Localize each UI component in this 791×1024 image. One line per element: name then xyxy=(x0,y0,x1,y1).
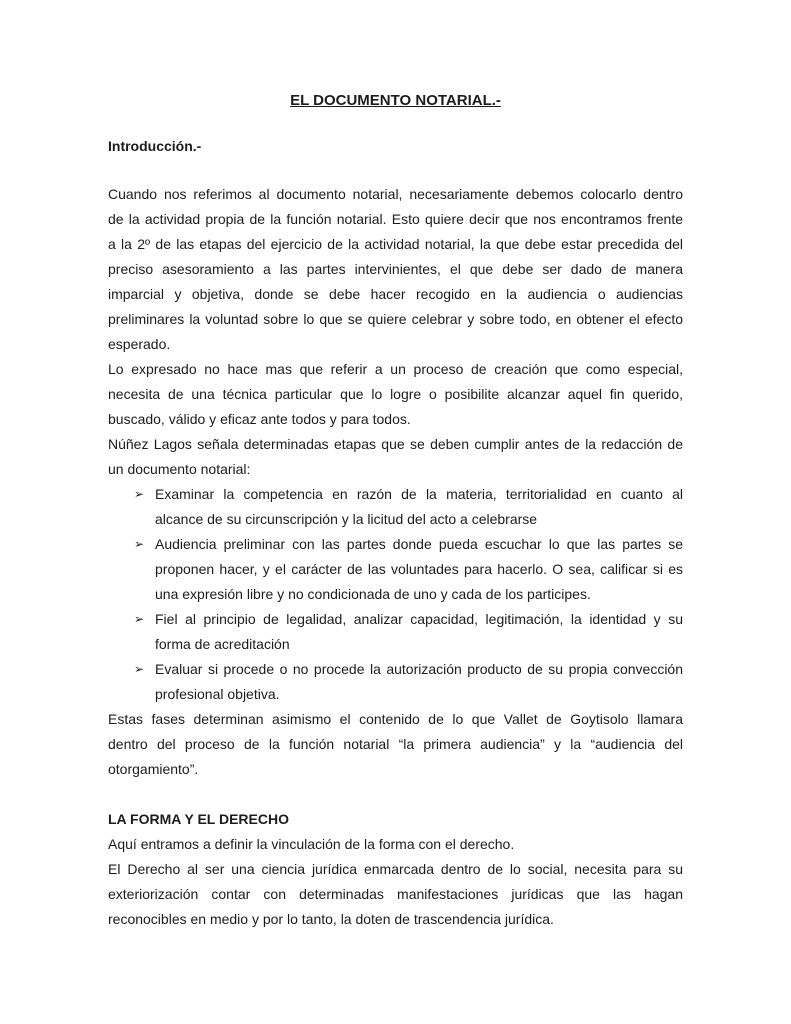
text-line: un documento notarial: xyxy=(108,461,251,477)
text-line: preciso asesoramiento a las partes intervinientes, el que debe ser dado de manera xyxy=(108,261,683,277)
text-line: esperado. xyxy=(108,336,171,352)
bullet-text xyxy=(155,607,683,657)
text-line: Núñez Lagos señala determinadas etapas que se deben cumplir antes de la redacción de xyxy=(108,436,683,452)
bullet-text xyxy=(155,657,683,707)
arrowhead-bullet-icon: ➢ xyxy=(134,662,145,676)
text-line: necesita de una técnica particular que lo logre o posibilite alcanzar aquel fin querido, xyxy=(108,386,683,402)
text-line: Aquí entramos a definir la vinculación de la forma con el derecho. xyxy=(108,836,515,852)
bullet-item-evaluar xyxy=(108,657,683,707)
text-line: forma de acreditación xyxy=(155,636,290,652)
section-heading-forma-derecho: LA FORMA Y EL DERECHO xyxy=(108,811,289,827)
paragraph-intro-3 xyxy=(108,432,683,482)
text-line: alcance de su circunscripción y la licitud del acto a celebrarse xyxy=(155,511,538,527)
bullet-list xyxy=(108,482,683,707)
paragraph-intro-2 xyxy=(108,357,683,432)
intro-heading: Introducción.- xyxy=(108,138,202,154)
text-line: una expresión libre y no condicionada de uno y cada de los participes. xyxy=(155,586,591,602)
paragraph-forma-1 xyxy=(108,832,683,857)
bullet-item-fiel xyxy=(108,607,683,657)
text-line: profesional objetiva. xyxy=(155,686,280,702)
document-title: EL DOCUMENTO NOTARIAL.- xyxy=(290,92,501,109)
text-line: a la 2º de las etapas del ejercicio de la actividad notarial, la que debe estar precedida del xyxy=(108,236,683,252)
text-line: exteriorización contar con determinadas manifestaciones jurídicas que las hagan xyxy=(108,886,683,902)
paragraph-forma-2 xyxy=(108,857,683,932)
bullet-text xyxy=(155,532,683,607)
text-line: buscado, válido y eficaz ante todos y para todos. xyxy=(108,411,411,427)
text-line: reconocibles en medio y por lo tanto, la doten de trascendencia jurídica. xyxy=(108,911,554,927)
paragraph-fases xyxy=(108,707,683,782)
text-line: imparcial y objetiva, donde se debe hacer recogido en la audiencia o audiencias xyxy=(108,286,683,302)
text-line: Audiencia preliminar con las partes donde pueda escuchar lo que las partes se xyxy=(155,536,683,552)
bullet-item-examinar xyxy=(108,482,683,532)
text-line: preliminares la voluntad sobre lo que se quiere celebrar y sobre todo, en obtener el efecto xyxy=(108,311,683,327)
bullet-item-audiencia xyxy=(108,532,683,607)
text-line: Lo expresado no hace mas que referir a un proceso de creación que como especial, xyxy=(108,361,683,377)
text-line: Fiel al principio de legalidad, analizar capacidad, legitimación, la identidad y su xyxy=(155,611,683,627)
text-line: proponen hacer, y el carácter de las voluntades para hacerlo. O sea, calificar si es xyxy=(155,561,683,577)
text-line: Examinar la competencia en razón de la materia, territorialidad en cuanto al xyxy=(155,486,683,502)
arrowhead-bullet-icon: ➢ xyxy=(134,612,145,626)
bullet-text xyxy=(155,482,683,532)
paragraph-intro-1 xyxy=(108,182,683,357)
text-line: otorgamiento”. xyxy=(108,761,199,777)
text-line: Cuando nos referimos al documento notarial, necesariamente debemos colocarlo dentro xyxy=(108,186,683,202)
arrowhead-bullet-icon: ➢ xyxy=(134,487,145,501)
text-line: de la actividad propia de la función notarial. Esto quiere decir que nos encontramos frente xyxy=(108,211,683,227)
text-line: Estas fases determinan asimismo el contenido de lo que Vallet de Goytisolo llamara xyxy=(108,711,683,727)
text-line: dentro del proceso de la función notarial “la primera audiencia” y la “audiencia del xyxy=(108,736,683,752)
text-line: El Derecho al ser una ciencia jurídica enmarcada dentro de lo social, necesita para su xyxy=(108,861,683,877)
text-line: Evaluar si procede o no procede la autorización producto de su propia convección xyxy=(155,661,683,677)
arrowhead-bullet-icon: ➢ xyxy=(134,537,145,551)
